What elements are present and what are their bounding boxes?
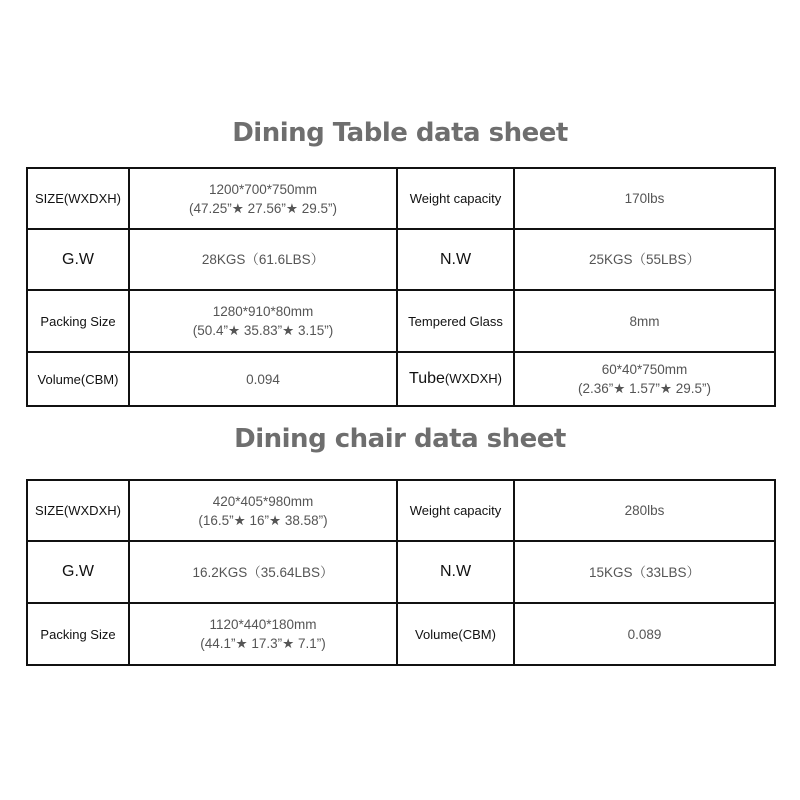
value-weight-capacity: 170lbs [514, 168, 775, 229]
chair-label-packing-size: Packing Size [27, 603, 129, 665]
dining-chair-title: Dining chair data sheet [234, 424, 566, 454]
label-packing-size: Packing Size [27, 290, 129, 352]
label-volume: Volume(CBM) [27, 352, 129, 406]
label-gw: G.W [27, 229, 129, 290]
label-nw: N.W [397, 229, 514, 290]
table-row-size [27, 168, 775, 229]
chair-value-nw: 15KGS（33LBS） [514, 541, 775, 603]
chair-label-volume: Volume(CBM) [397, 603, 514, 665]
chair-row-gw [27, 541, 775, 603]
table-row-volume [27, 352, 775, 406]
chair-value-packing-size: 1120*440*180mm (44.1”★ 17.3”★ 7.1”) [129, 603, 397, 665]
table-row-gw [27, 229, 775, 290]
chair-label-weight-capacity: Weight capacity [397, 480, 514, 541]
value-tempered-glass: 8mm [514, 290, 775, 352]
dining-table-spec-table [26, 167, 776, 407]
dining-chair-spec-table [26, 479, 776, 666]
value-size: 1200*700*750mm (47.25”★ 27.56”★ 29.5”) [129, 168, 397, 229]
value-packing-size: 1280*910*80mm (50.4”★ 35.83”★ 3.15”) [129, 290, 397, 352]
value-gw: 28KGS（61.6LBS） [129, 229, 397, 290]
label-weight-capacity: Weight capacity [397, 168, 514, 229]
chair-row-size [27, 480, 775, 541]
chair-value-volume: 0.089 [514, 603, 775, 665]
chair-label-size: SIZE(WXDXH) [27, 480, 129, 541]
label-tube-dims: (WXDXH) [444, 371, 502, 386]
dining-table-title: Dining Table data sheet [232, 118, 568, 148]
chair-label-nw: N.W [397, 541, 514, 603]
value-volume: 0.094 [129, 352, 397, 406]
chair-value-weight-capacity: 280lbs [514, 480, 775, 541]
chair-value-gw: 16.2KGS（35.64LBS） [129, 541, 397, 603]
label-tempered-glass: Tempered Glass [397, 290, 514, 352]
label-size: SIZE(WXDXH) [27, 168, 129, 229]
chair-value-size: 420*405*980mm (16.5”★ 16”★ 38.58”) [129, 480, 397, 541]
value-tube: 60*40*750mm (2.36”★ 1.57”★ 29.5”) [514, 352, 775, 406]
value-nw: 25KGS（55LBS） [514, 229, 775, 290]
chair-row-packing [27, 603, 775, 665]
chair-label-gw: G.W [27, 541, 129, 603]
label-tube [397, 352, 514, 406]
label-tube-main: Tube [409, 370, 445, 387]
table-row-packing [27, 290, 775, 352]
